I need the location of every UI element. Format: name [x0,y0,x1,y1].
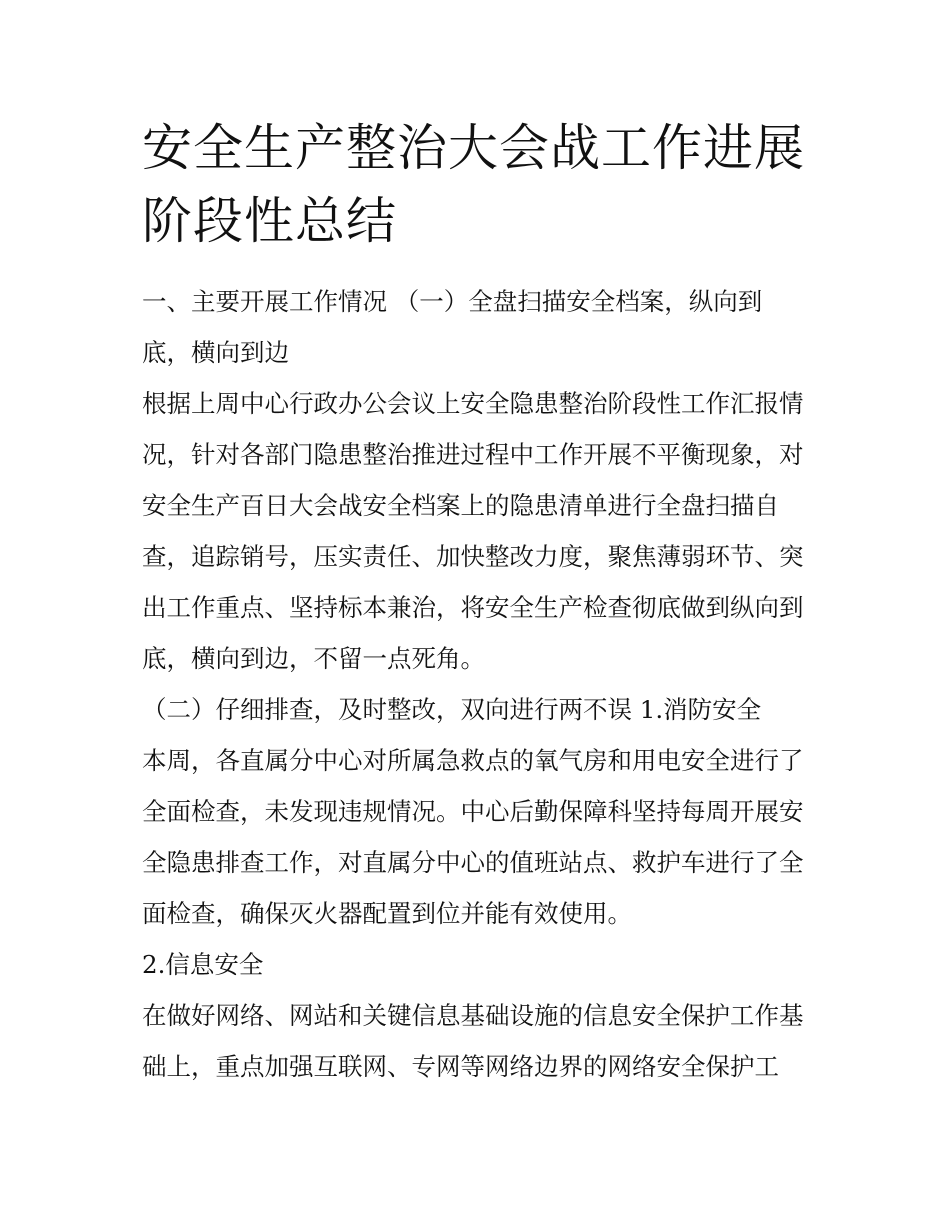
section-heading-inspection: （二）仔细排查，及时整改，双向进行两不误 1.消防安全 [142,695,762,724]
paragraph-archive-scan: 根据上周中心行政办公会议上安全隐患整治阶段性工作汇报情况，针对各部门隐患整治推进过程中工作开展不平衡现象，对安全生产百日大会战安全档案上的隐患清单进行全盘扫描自查，追踪销号，压实责任、加快整改力度，聚焦薄弱环节、突出工作重点、坚持标本兼治，将安全生产检查彻底做到纵向到底，横向到边，不留一点死角。 [142,389,804,673]
document-body [142,112,814,1092]
paragraph-info-security: 在做好网络、网站和关键信息基础设施的信息安全保护工作基础上，重点加强互联网、专网等网络边界的网络安全保护工 [142,1001,804,1081]
document-title: 安全生产整治大会战工作进展阶段性总结 [142,119,805,250]
section-heading-info-security: 2.信息安全 [142,950,264,979]
paragraph-fire-safety: 本周，各直属分中心对所属急救点的氧气房和用电安全进行了全面检查，未发现违规情况。中心后勤保障科坚持每周开展安全隐患排查工作，对直属分中心的值班站点、救护车进行了全面检查，确保灭火器配置到位并能有效使用。 [142,746,804,928]
section-heading-main-work: 一、主要开展工作情况 （一）全盘扫描安全档案，纵向到底，横向到边 [142,287,763,367]
